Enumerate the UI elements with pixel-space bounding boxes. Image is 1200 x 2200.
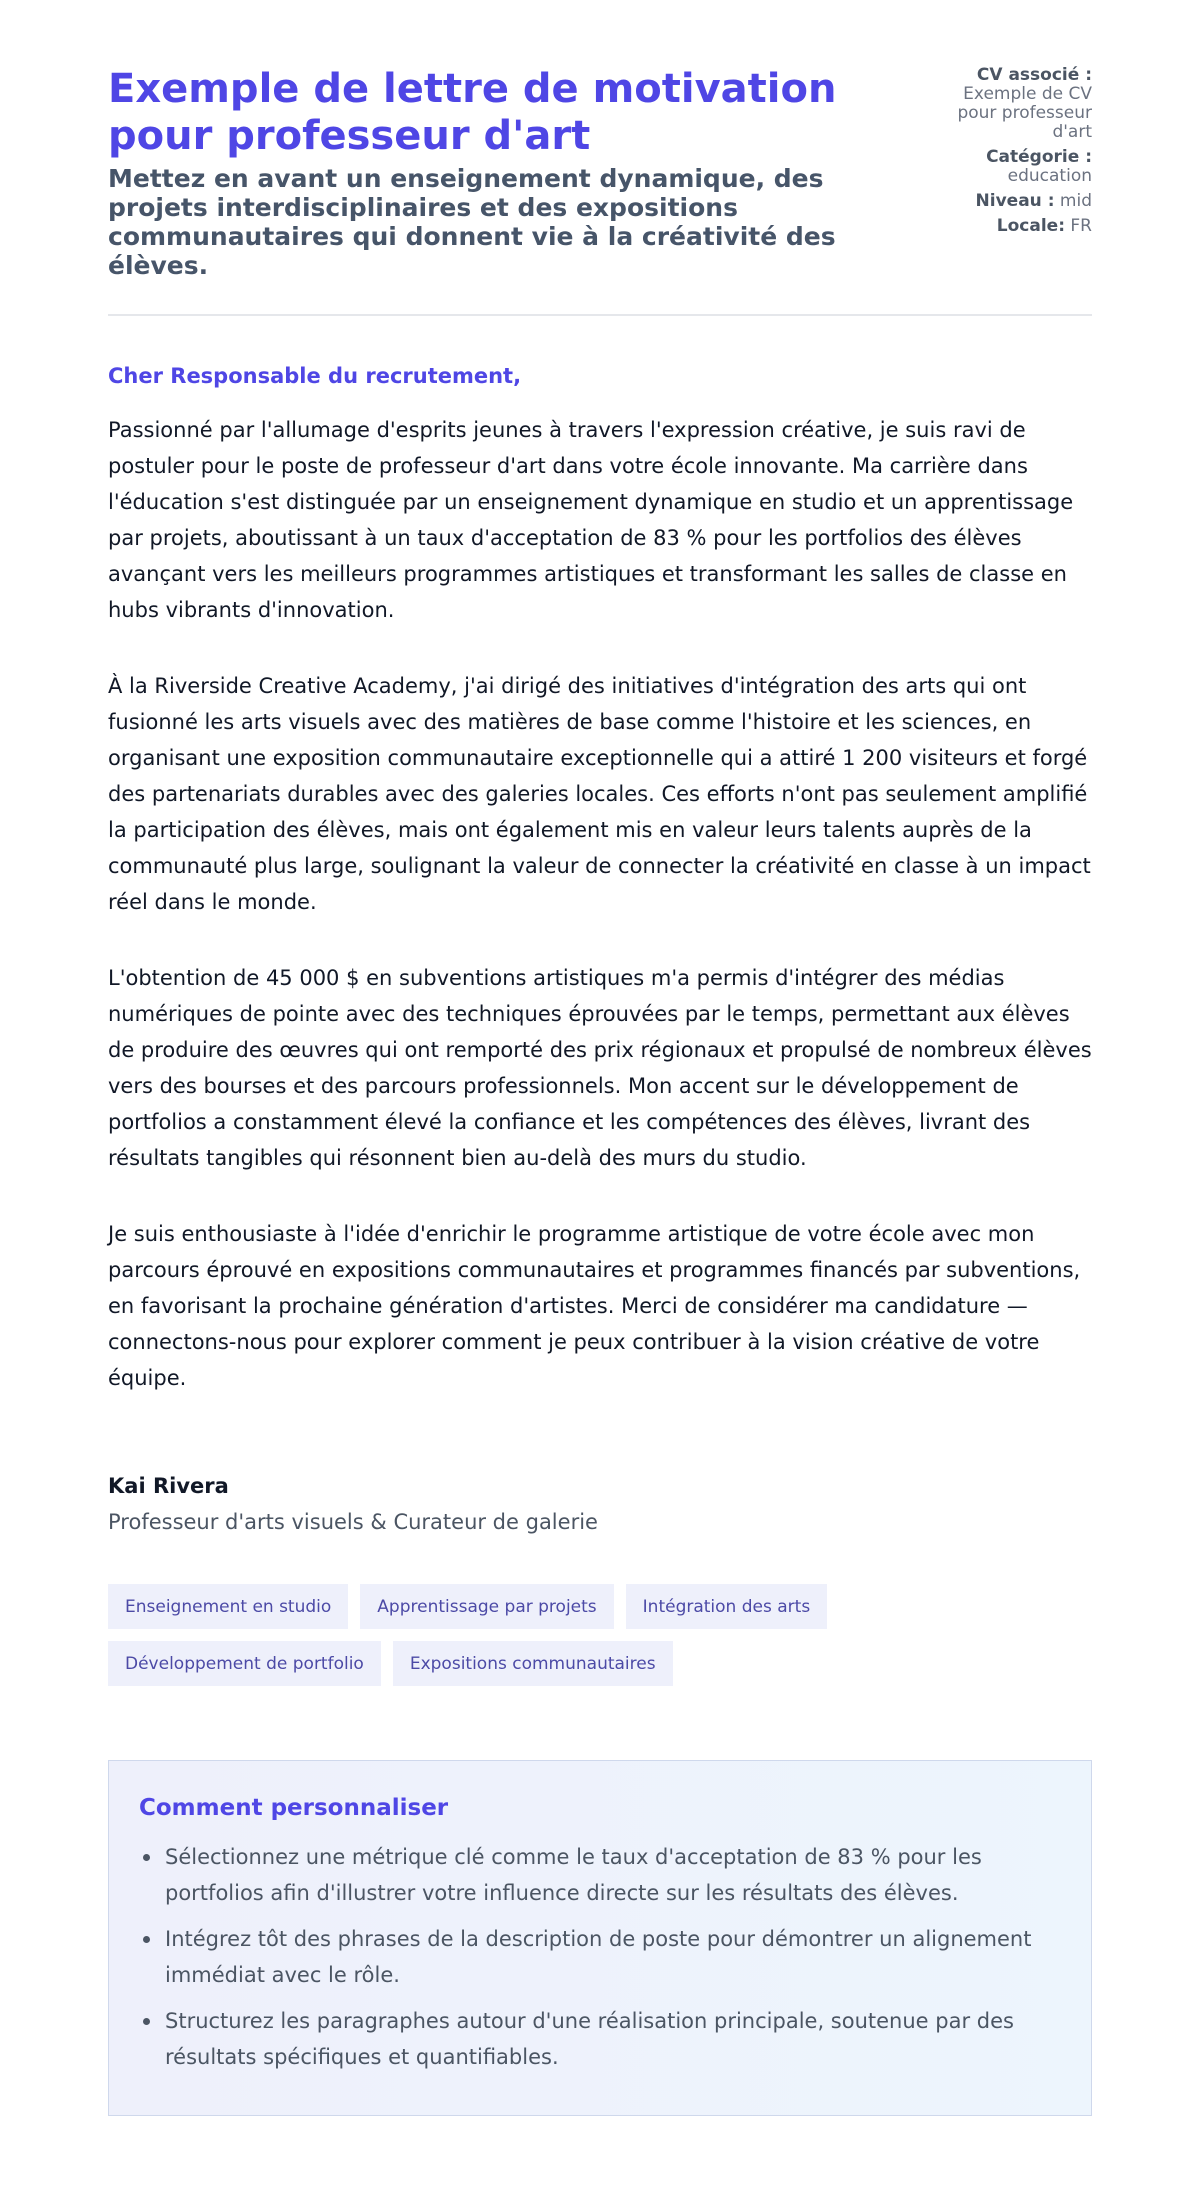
- meta-category-label: Catégorie :: [986, 147, 1092, 167]
- signature-block: [108, 1474, 1092, 1534]
- meta-locale: [942, 217, 1092, 236]
- title-block: [108, 66, 888, 280]
- meta-category-value: education: [1007, 166, 1092, 186]
- tips-title: Comment personnaliser: [139, 1795, 449, 1821]
- meta-cv: [942, 66, 1092, 142]
- meta-cv-label: CV associé :: [976, 65, 1092, 85]
- skill-tag: Expositions communautaires: [393, 1641, 673, 1686]
- tips-list: [139, 1839, 1061, 2075]
- meta-level: [942, 192, 1092, 211]
- letter-paragraph: L'obtention de 45 000 $ en subventions artistiques m'a permis d'intégrer des médias numériques de pointe avec des techniques éprouvées par le temps, permettant aux élèves de produire des œuvres qui ont remporté des prix régionaux et propulsé de nombreux élèves vers des bourses et des parcours professionnels. Mon accent sur le développement de portfolios a constamment élevé la confiance et les compétences des élèves, livrant des résultats tangibles qui résonnent bien au-delà des murs du studio.: [108, 966, 1092, 1170]
- letter-paragraph: Passionné par l'allumage d'esprits jeunes à travers l'expression créative, je suis ravi de postuler pour le poste de professeur d'art dans votre école innovante. Ma carrière dans l'éducation s'est distinguée par un enseignement dynamique en studio et un apprentissage par projets, aboutissant à un taux d'acceptation de 83 % pour les portfolios des élèves avançant vers les meilleurs programmes artistiques et transformant les salles de classe en hubs vibrants d'innovation.: [108, 418, 1074, 622]
- letter-body: [108, 364, 1092, 1396]
- skill-tag: Apprentissage par projets: [360, 1584, 613, 1629]
- meta-level-label: Niveau :: [975, 191, 1055, 211]
- salutation: Cher Responsable du recrutement,: [108, 364, 522, 388]
- skill-tags: [108, 1584, 868, 1686]
- skill-tag: Intégration des arts: [626, 1584, 828, 1629]
- letter-paragraph: À la Riverside Creative Academy, j'ai dirigé des initiatives d'intégration des arts qui ont fusionné les arts visuels avec des matières de base comme l'histoire et les sciences, en organisant une exposition communautaire exceptionnelle qui a attiré 1 200 visiteurs et forgé des partenariats durables avec des galeries locales. Ces efforts n'ont pas seulement amplifié la participation des élèves, mais ont également mis en valeur leurs talents auprès de la communauté plus large, soulignant la valeur de connecter la créativité en classe à un impact réel dans le monde.: [108, 674, 1091, 914]
- tip-item: Intégrez tôt des phrases de la description de poste pour démontrer un alignement immédiat avec le rôle.: [139, 1921, 1061, 1993]
- letter-paragraph: Je suis enthousiaste à l'idée d'enrichir le programme artistique de votre école avec mon parcours éprouvé en expositions communautaires et programmes financés par subventions, en favorisant la prochaine génération d'artistes. Merci de considérer ma candidature — connectons-nous pour explorer comment je peux contribuer à la vision créative de votre équipe.: [108, 1222, 1081, 1390]
- tip-item: Structurez les paragraphes autour d'une réalisation principale, soutenue par des résultats spécifiques et quantifiables.: [139, 2003, 1061, 2075]
- meta-locale-value: FR: [1070, 216, 1092, 236]
- tip-item: Sélectionnez une métrique clé comme le taux d'acceptation de 83 % pour les portfolios afin d'illustrer votre influence directe sur les résultats des élèves.: [139, 1839, 1061, 1911]
- skill-tag: Enseignement en studio: [108, 1584, 348, 1629]
- page-subtitle: Mettez en avant un enseignement dynamique, des projets interdisciplinaires et des expositions communautaires qui donnent vie à la créativité des élèves.: [108, 164, 836, 280]
- page-header: [108, 66, 1092, 316]
- meta-panel: [942, 66, 1092, 242]
- signature-name: Kai Rivera: [108, 1474, 229, 1498]
- skill-tag: Développement de portfolio: [108, 1641, 381, 1686]
- signature-role: Professeur d'arts visuels & Curateur de galerie: [108, 1510, 598, 1534]
- meta-locale-label: Locale:: [996, 216, 1065, 236]
- meta-cv-link[interactable]: Exemple de CV pour professeur d'art: [957, 84, 1092, 142]
- customization-tips: [108, 1760, 1092, 2116]
- meta-level-value: mid: [1059, 191, 1092, 211]
- meta-category: [942, 148, 1092, 186]
- page-title: Exemple de lettre de motivation pour professeur d'art: [108, 66, 837, 159]
